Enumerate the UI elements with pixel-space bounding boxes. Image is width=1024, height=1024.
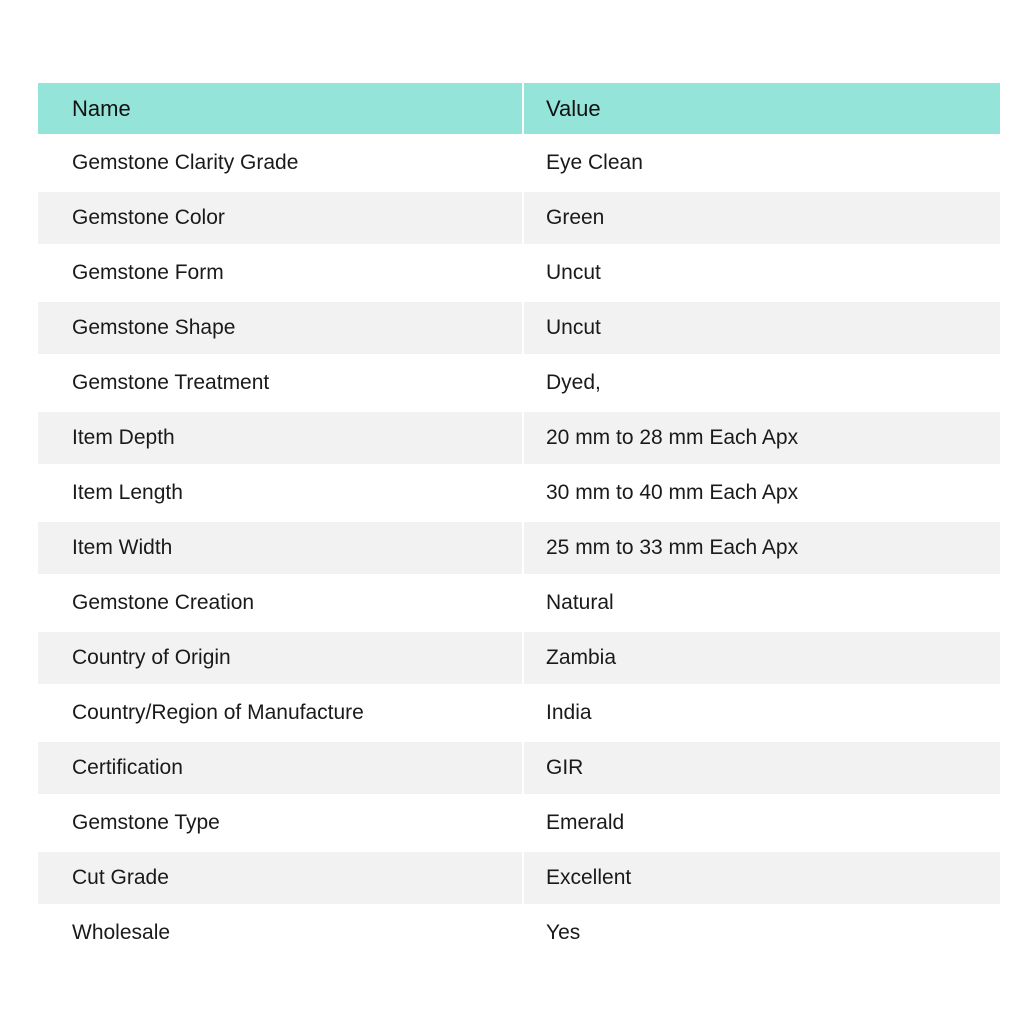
table-row <box>38 852 1000 904</box>
table-row <box>38 134 1000 192</box>
table-row <box>38 794 1000 852</box>
row-name-cell: Country/Region of Manufacture <box>72 701 364 724</box>
row-value-cell: 20 mm to 28 mm Each Apx <box>523 412 1000 464</box>
row-name-cell: Item Length <box>72 481 183 504</box>
row-name-cell: Gemstone Treatment <box>72 371 270 394</box>
row-value-cell: Green <box>523 192 1000 244</box>
table-row <box>38 412 1000 464</box>
row-name-cell: Gemstone Shape <box>38 302 523 354</box>
row-value-cell: Uncut <box>523 244 1000 302</box>
row-name-cell: Gemstone Type <box>72 811 220 834</box>
column-header-value: Value <box>523 83 1000 134</box>
row-value-cell: Natural <box>523 574 1000 632</box>
table-row <box>38 354 1000 412</box>
row-value-cell: Eye Clean <box>523 134 1000 192</box>
row-value-cell: India <box>523 684 1000 742</box>
row-value-cell: Dyed, <box>523 354 1000 412</box>
row-name-cell: Cut Grade <box>38 852 523 904</box>
table-row <box>38 684 1000 742</box>
row-value-cell: Zambia <box>523 632 1000 684</box>
row-name-cell: Wholesale <box>72 921 171 944</box>
table-row <box>38 574 1000 632</box>
row-name-cell: Gemstone Color <box>38 192 523 244</box>
row-name-cell: Item Depth <box>38 412 523 464</box>
table-row <box>38 302 1000 354</box>
row-value-cell: Excellent <box>523 852 1000 904</box>
row-value-cell: Emerald <box>523 794 1000 852</box>
row-name-cell: Gemstone Form <box>72 261 224 284</box>
table-row <box>38 522 1000 574</box>
table-row <box>38 742 1000 794</box>
row-name-cell: Item Width <box>38 522 523 574</box>
row-value-cell: Yes <box>523 904 1000 962</box>
row-value-cell: GIR <box>523 742 1000 794</box>
row-name-cell: Gemstone Creation <box>72 591 255 614</box>
column-header-name: Name <box>38 83 523 134</box>
table-row <box>38 244 1000 302</box>
table-header-row <box>38 83 1000 134</box>
row-name-cell: Country of Origin <box>38 632 523 684</box>
row-value-cell: 25 mm to 33 mm Each Apx <box>523 522 1000 574</box>
item-specifics-table <box>38 83 1000 962</box>
spec-table-container <box>38 83 1000 962</box>
row-name-cell: Certification <box>38 742 523 794</box>
row-value-cell: Uncut <box>523 302 1000 354</box>
table-row <box>38 632 1000 684</box>
row-value-cell: 30 mm to 40 mm Each Apx <box>523 464 1000 522</box>
table-row <box>38 192 1000 244</box>
table-row <box>38 464 1000 522</box>
table-row <box>38 904 1000 962</box>
row-name-cell: Gemstone Clarity Grade <box>72 151 299 174</box>
